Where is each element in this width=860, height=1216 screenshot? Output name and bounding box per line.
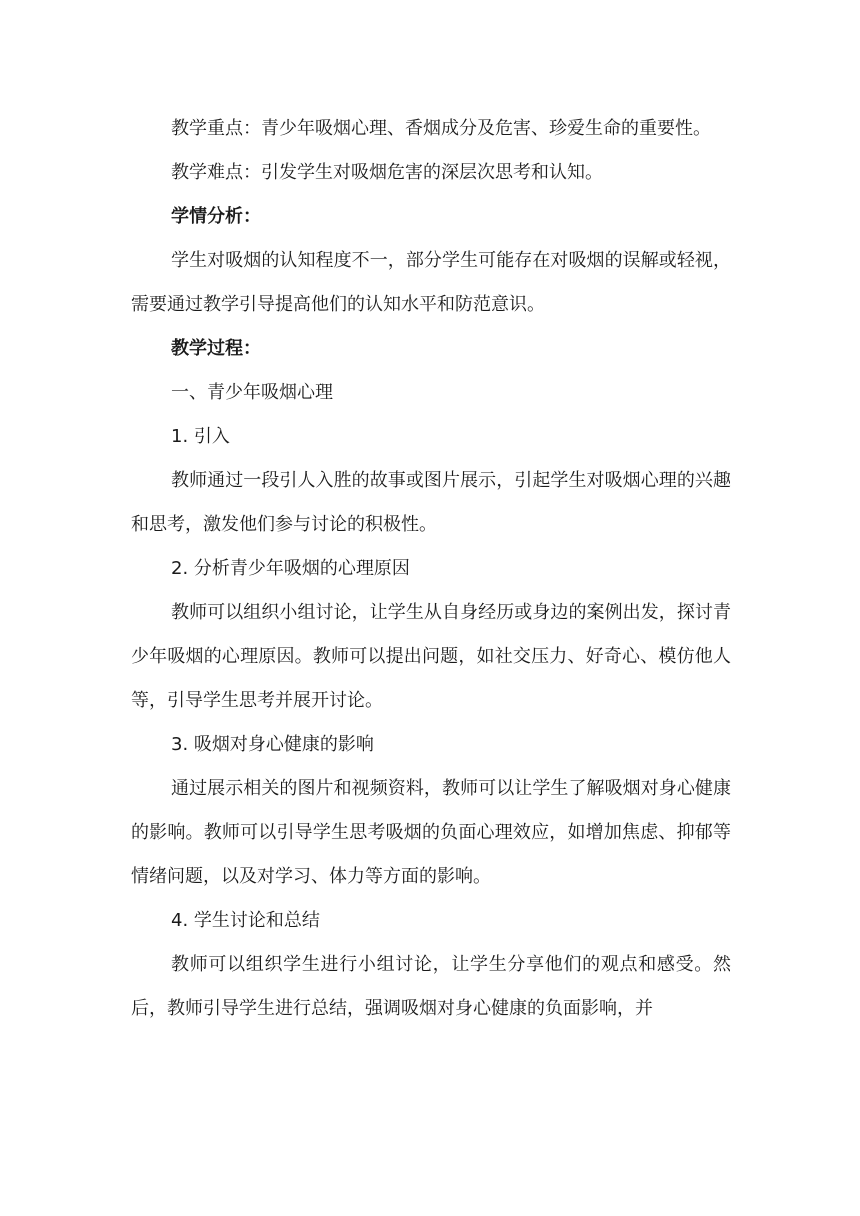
paragraph-teaching-focus: 教学重点：青少年吸烟心理、香烟成分及危害、珍爱生命的重要性。	[171, 118, 711, 139]
paragraph-teaching-difficulty: 教学难点：引发学生对吸烟危害的深层次思考和认知。	[171, 162, 603, 183]
item-heading-health-impact: 3. 吸烟对身心健康的影响	[171, 734, 374, 755]
paragraph-psychological-causes: 教师可以组织小组讨论，让学生从自身经历或身边的案例出发，探讨青少年吸烟的心理原因。教师可以提出问题，如社交压力、好奇心、模仿他人等，引导学生思考并展开讨论。	[131, 602, 731, 711]
item-heading-psychological-causes: 2. 分析青少年吸烟的心理原因	[171, 558, 410, 579]
paragraph-discussion-summary: 教师可以组织学生进行小组讨论，让学生分享他们的观点和感受。然后，教师引导学生进行总结，强调吸烟对身心健康的负面影响，并	[131, 954, 731, 1019]
paragraph-introduction: 教师通过一段引人入胜的故事或图片展示，引起学生对吸烟心理的兴趣和思考，激发他们参与讨论的积极性。	[131, 470, 731, 535]
paragraph-student-analysis: 学生对吸烟的认知程度不一，部分学生可能存在对吸烟的误解或轻视，需要通过教学引导提高他们的认知水平和防范意识。	[131, 250, 731, 315]
item-heading-introduction: 1. 引入	[171, 426, 230, 447]
item-heading-discussion-summary: 4. 学生讨论和总结	[171, 910, 320, 931]
document-body	[131, 107, 731, 1031]
section-heading-smoking-psychology: 一、青少年吸烟心理	[171, 382, 333, 403]
heading-student-analysis: 学情分析：	[171, 206, 261, 227]
heading-teaching-process: 教学过程：	[171, 338, 261, 359]
paragraph-health-impact: 通过展示相关的图片和视频资料，教师可以让学生了解吸烟对身心健康的影响。教师可以引导学生思考吸烟的负面心理效应，如增加焦虑、抑郁等情绪问题，以及对学习、体力等方面的影响。	[131, 778, 731, 887]
